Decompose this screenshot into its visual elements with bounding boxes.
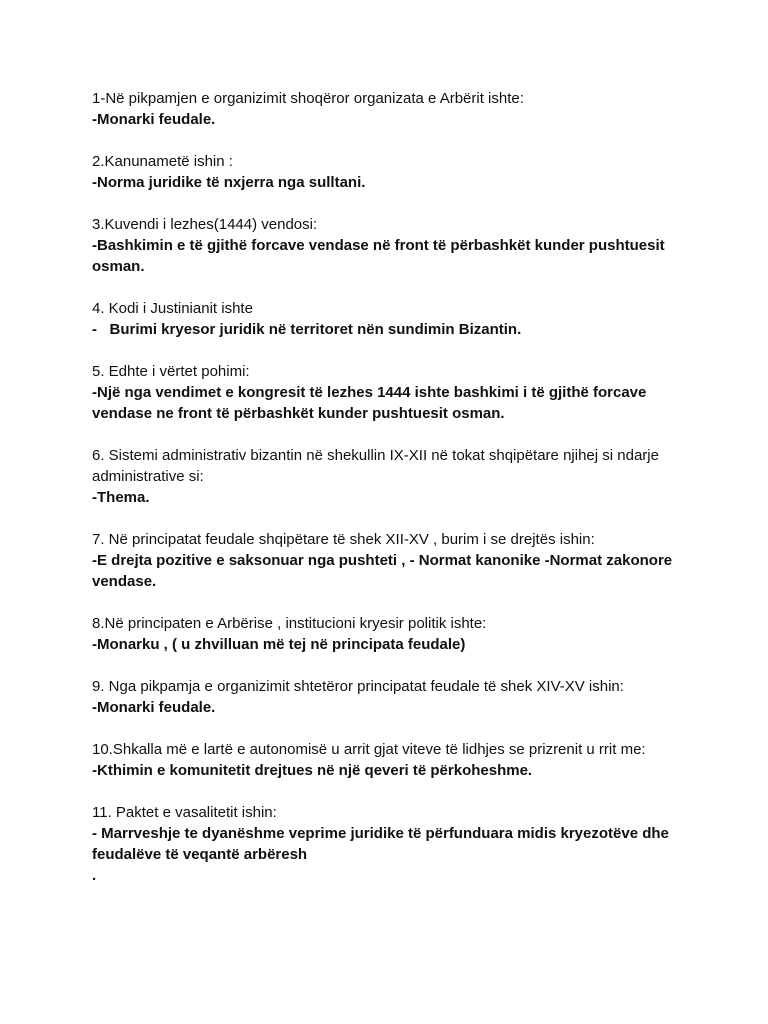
answer-9: -Monarki feudale. <box>92 699 216 716</box>
question-11: 11. Paktet e vasalitetit ishin: <box>92 804 277 821</box>
question-8: 8.Në principaten e Arbërise , institucioni kryesir politik ishte: <box>92 615 487 632</box>
qa-item-10 <box>92 739 692 781</box>
qa-item-8 <box>92 613 692 655</box>
qa-item-3 <box>92 214 692 277</box>
qa-item-9 <box>92 676 692 718</box>
answer-7: -E drejta pozitive e saksonuar nga pushteti , - Normat kanonike -Normat zakonore vendase. <box>92 552 673 590</box>
question-9: 9. Nga pikpamja e organizimit shtetëror principatat feudale të shek XIV-XV ishin: <box>92 678 624 695</box>
qa-item-6 <box>92 445 692 508</box>
qa-item-4 <box>92 298 692 340</box>
answer-6: -Thema. <box>92 489 150 506</box>
document-page <box>92 88 692 886</box>
answer-11: - Marrveshje te dyanëshme veprime juridike të përfunduara midis kryezotëve dhe feudalëve të veqantë arbëresh <box>92 825 669 863</box>
qa-item-1 <box>92 88 692 130</box>
question-2: 2.Kanunametë ishin : <box>92 153 233 170</box>
question-1: 1-Në pikpamjen e organizimit shoqëror organizata e Arbërit ishte: <box>92 90 524 107</box>
answer-5: -Një nga vendimet e kongresit të lezhes 1444 ishte bashkimi i të gjithë forcave vendase ne front të përbashkët kunder pushtuesit osman. <box>92 384 647 422</box>
answer-8: -Monarku , ( u zhvilluan më tej në principata feudale) <box>92 636 466 653</box>
answer-1: -Monarki feudale. <box>92 111 216 128</box>
answer-3: -Bashkimin e të gjithë forcave vendase në front të përbashkët kunder pushtuesit osman. <box>92 237 665 275</box>
qa-item-7 <box>92 529 692 592</box>
question-10: 10.Shkalla më e lartë e autonomisë u arrit gjat viteve të lidhjes se prizrenit u rrit me: <box>92 741 646 758</box>
qa-item-5 <box>92 361 692 424</box>
answer-4: - Burimi kryesor juridik në territoret nën sundimin Bizantin. <box>92 321 522 338</box>
question-4: 4. Kodi i Justinianit ishte <box>92 300 253 317</box>
qa-item-2 <box>92 151 692 193</box>
trailing-dot: . <box>92 867 97 884</box>
answer-2: -Norma juridike të nxjerra nga sulltani. <box>92 174 366 191</box>
answer-10: -Kthimin e komunitetit drejtues në një qeveri të përkoheshme. <box>92 762 533 779</box>
question-6: 6. Sistemi administrativ bizantin në shekullin IX-XII në tokat shqipëtare njihej si ndarje administrative si: <box>92 447 659 485</box>
question-7: 7. Në principatat feudale shqipëtare të shek XII-XV , burim i se drejtës ishin: <box>92 531 595 548</box>
question-3: 3.Kuvendi i lezhes(1444) vendosi: <box>92 216 318 233</box>
qa-item-11 <box>92 802 692 886</box>
question-5: 5. Edhte i vërtet pohimi: <box>92 363 250 380</box>
